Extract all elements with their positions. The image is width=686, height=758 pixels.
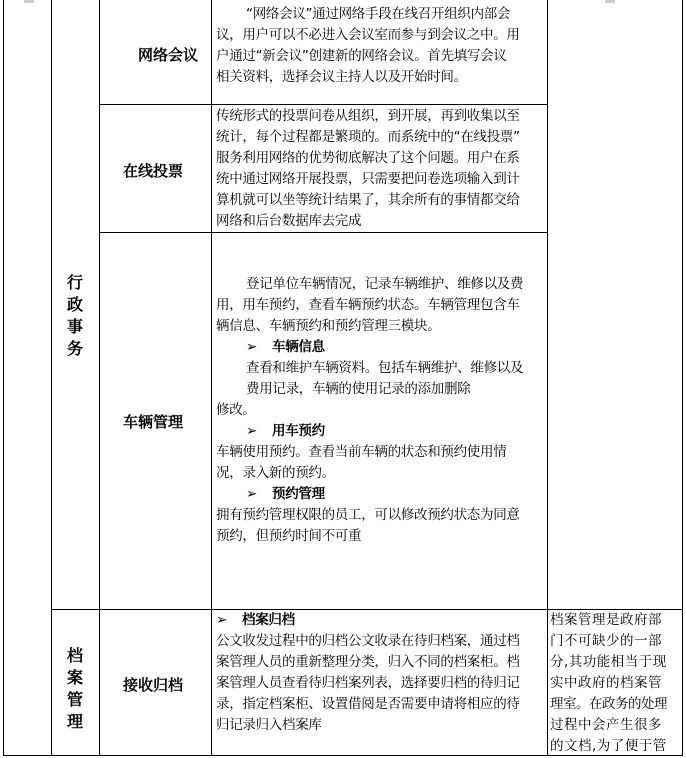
arrow-bullet-icon: ➢ [246, 423, 258, 439]
text-line: 归记录归入档案库 [216, 717, 322, 733]
text-line: 实中政府的档案管 [550, 675, 662, 691]
row-divider [99, 104, 548, 105]
text-line: 的文档,为了便于管 [550, 738, 667, 754]
row-description [216, 106, 546, 232]
table-border [3, 0, 4, 756]
group-title-archive: 档案管理 [66, 646, 83, 731]
text-line: 拥有预约管理权限的员工，可以修改预约状态为同意 [216, 507, 520, 523]
text-line: 过程中会产生很多 [550, 717, 662, 733]
heading-text: 用车预约 [272, 423, 325, 439]
page-corner-mark [605, 0, 615, 3]
text-line: 门不可缺少的一部 [550, 633, 662, 649]
row-divider [99, 232, 548, 233]
text-line: 案管理人员的重新整理分类，归入不同的档案柜。档 [216, 654, 520, 670]
table-border [99, 0, 100, 756]
text-line: 服务利用网络的优势彻底解决了这个问题。用户在系 [216, 150, 520, 166]
text-line: 预约，但预约时间不可重 [216, 528, 362, 544]
heading-text: 车辆信息 [272, 339, 325, 355]
row-description [216, 4, 546, 88]
text-line: 用，用车预约，查看车辆预约状态。车辆管理包含车 [216, 297, 520, 313]
text-line: 公文收发过程中的归档公文收录在待归档案，通过档 [216, 633, 520, 649]
section-heading [216, 337, 546, 358]
row-label: 网络会议 [138, 46, 199, 64]
row-description [216, 274, 546, 547]
row-description [216, 610, 546, 736]
group-title-admin: 行政事务 [66, 273, 83, 358]
text-line: 统中通过网络开展投票，只需要把问卷选项输入到计 [216, 171, 520, 187]
text-line: 分,其功能相当于现 [550, 654, 667, 670]
table-border [211, 0, 212, 756]
table-border [3, 755, 683, 756]
text-line: 理室。在政务的处理 [550, 696, 667, 712]
section-heading [216, 421, 546, 442]
text-line: 案管理人员查看待归档案列表，选择要归档的待归记 [216, 675, 520, 691]
text-line: 修改。 [216, 402, 256, 418]
text-line: 算机就可以坐等统计结果了，其余所有的事情都交给 [216, 192, 520, 208]
row-label: 车辆管理 [123, 413, 184, 431]
text-line: 户通过“新会议”创建新的网络会议。首先填写会议 [216, 48, 507, 64]
section-heading [216, 610, 546, 631]
text-line: 相关资料，选择会议主持人以及开始时间。 [216, 69, 467, 85]
text-line: 辆信息、车辆预约和预约管理三模块。 [216, 318, 441, 334]
text-line: 费用记录，车辆的使用记录的添加删除 [246, 381, 471, 397]
arrow-bullet-icon: ➢ [216, 612, 228, 628]
section-heading [216, 484, 546, 505]
table-border [547, 0, 548, 756]
text-line: 档案管理是政府部 [550, 612, 662, 628]
heading-text: 预约管理 [272, 486, 325, 502]
text-line: 车辆使用预约。查看当前车辆的状态和预约使用情 [216, 444, 507, 460]
row-label: 在线投票 [123, 162, 184, 180]
text-line: 议，用户可以不必进入会议室而参与到会议之中。用 [216, 27, 520, 43]
arrow-bullet-icon: ➢ [246, 339, 258, 355]
heading-text: 档案归档 [242, 612, 295, 628]
page-corner-mark [24, 0, 34, 3]
text-line: 登记单位车辆情况，记录车辆维护、维修以及费 [246, 276, 524, 292]
row-label: 接收归档 [123, 676, 184, 694]
text-line: 查看和维护车辆资料。包括车辆维护、维修以及 [246, 360, 524, 376]
row-note [550, 610, 682, 755]
table-border [682, 0, 683, 756]
text-line: 网络和后台数据库去完成 [216, 213, 362, 229]
text-line: 传统形式的投票问卷从组织，到开展，再到收集以至 [216, 108, 520, 124]
text-line: 统计，每个过程都是繁琐的。而系统中的“在线投票” [216, 129, 520, 145]
table-border [51, 0, 52, 756]
text-line: “网络会议”通过网络手段在线召开组织内部会 [246, 6, 511, 22]
arrow-bullet-icon: ➢ [246, 486, 258, 502]
text-line: 况，录入新的预约。 [216, 465, 335, 481]
text-line: 录，指定档案柜、设置借阅是否需要申请将相应的待 [216, 696, 520, 712]
